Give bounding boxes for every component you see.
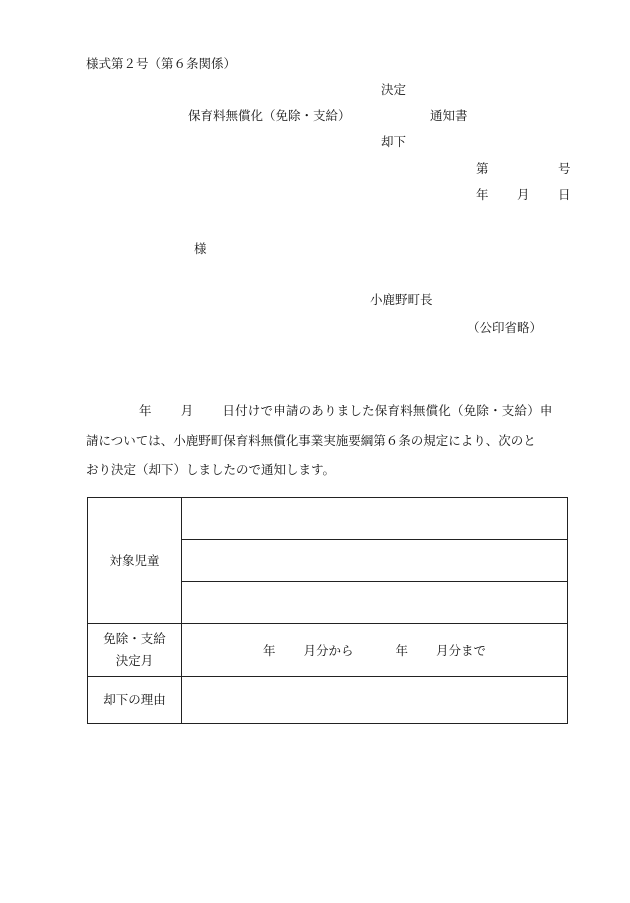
body-line-2: 請については、小鹿野町保育料無償化事業実施要綱第６条の規定により、次のと	[86, 432, 536, 448]
notice-table	[87, 497, 568, 724]
date-day: 日	[558, 187, 571, 202]
child-row-1	[88, 498, 568, 540]
month-label-line-1: 免除・支給	[103, 631, 166, 646]
month-label-cell	[88, 624, 182, 677]
issuer-name: 小鹿野町長	[370, 292, 433, 307]
month-from-year: 年	[262, 643, 276, 658]
form-number: 様式第２号（第６条関係）	[86, 56, 237, 71]
month-to-year: 年	[395, 643, 409, 658]
title-decision: 決定	[381, 82, 407, 97]
child-entry-1	[182, 498, 568, 540]
title-rejection: 却下	[381, 134, 407, 149]
month-label-line-2: 決定月	[115, 653, 154, 668]
seal-omitted-note: （公印省略）	[467, 320, 543, 335]
body-year-marker: 年	[139, 403, 152, 418]
document-title: 保育料無償化（免除・支給）	[188, 108, 351, 123]
body-line-1	[86, 396, 572, 426]
month-range	[263, 641, 486, 659]
month-from-text: 月分から	[303, 643, 354, 658]
date-year: 年	[476, 187, 489, 202]
body-line-1-text: 日付けで申請のありました保育料無償化（免除・支給）申	[222, 403, 553, 418]
month-to-text: 月分まで	[436, 643, 487, 658]
reason-entry	[182, 677, 568, 724]
child-entry-2	[182, 540, 568, 582]
reason-row	[88, 677, 568, 724]
body-line-3: おり決定（却下）しましたので通知します。	[86, 462, 336, 477]
child-label-cell	[88, 498, 182, 624]
notice-body	[86, 396, 572, 485]
addressee-honorific: 様	[194, 241, 207, 256]
child-entry-3	[182, 582, 568, 624]
child-label: 対象児童	[109, 552, 160, 568]
number-prefix: 第	[476, 161, 489, 176]
number-suffix: 号	[558, 161, 571, 176]
title-suffix: 通知書	[430, 108, 468, 123]
date-month: 月	[517, 187, 530, 202]
reason-label: 却下の理由	[103, 692, 166, 707]
reason-label-cell	[88, 677, 182, 724]
month-range-cell	[182, 624, 568, 677]
body-month-marker: 月	[180, 403, 194, 418]
month-row	[88, 624, 568, 677]
